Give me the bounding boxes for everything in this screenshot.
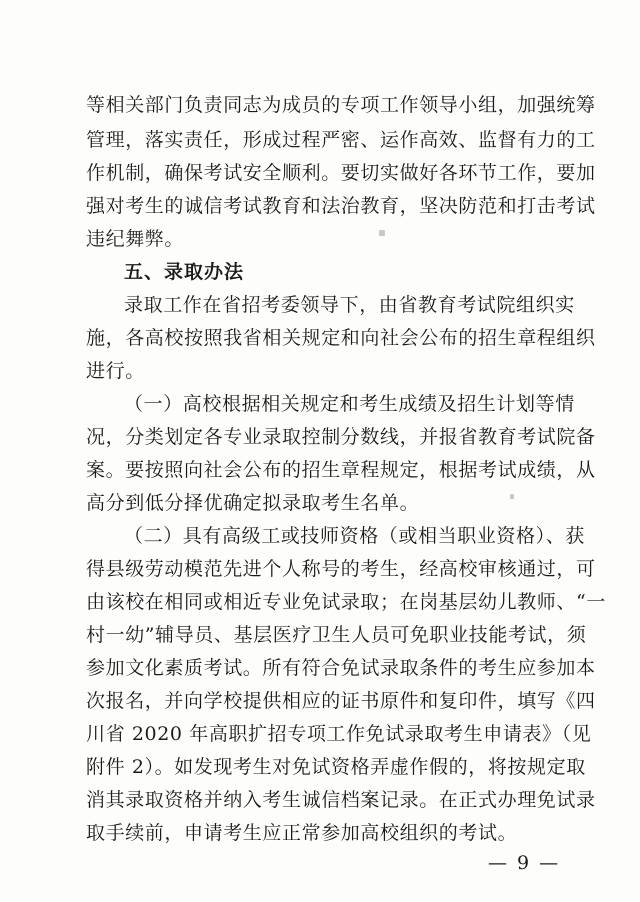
- page-number: — 9 —: [488, 852, 561, 874]
- text-line: 川省 2020 年高职扩招专项工作免试录取考生申请表》（见: [86, 723, 592, 745]
- text-line: 得县级劳动模范先进个人称号的考生，经高校审核通过，可: [86, 558, 596, 580]
- text-line: 作机制，确保考试安全顺利。要切实做好各环节工作，要加: [86, 162, 596, 184]
- text-line: 进行。: [86, 360, 145, 382]
- text-line: 录取工作在省招考委领导下，由省教育考试院组织实: [124, 294, 575, 316]
- text-line: （一）高校根据相关规定和考生成绩及招生计划等情: [124, 393, 575, 415]
- scan-artifact: [510, 494, 514, 499]
- section-heading: 五、录取办法: [124, 261, 245, 283]
- scan-artifact: [379, 230, 385, 236]
- text-line: 强对考生的诚信考试教育和法治教育，坚决防范和打击考试: [86, 195, 596, 217]
- text-line: 村一幼”辅导员、基层医疗卫生人员可免职业技能考试，须: [86, 624, 587, 646]
- text-line: 取手续前，申请考生应正常参加高校组织的考试。: [86, 822, 518, 844]
- text-line: 消其录取资格并纳入考生诚信档案记录。在正式办理免试录: [86, 789, 596, 811]
- text-line: 施，各高校按照我省相关规定和向社会公布的招生章程组织: [86, 327, 596, 349]
- text-line: 违纪舞弊。: [86, 228, 185, 250]
- text-line: （二）具有高级工或技师资格（或相当职业资格）、获: [124, 525, 585, 547]
- text-line: 案。要按照向社会公布的招生章程规定，根据考试成绩，从: [86, 459, 596, 481]
- text-line: 等相关部门负责同志为成员的专项工作领导小组，加强统筹: [86, 94, 596, 116]
- text-line: 况，分类划定各专业录取控制分数线，并报省教育考试院备: [86, 426, 596, 448]
- text-line: 次报名，并向学校提供相应的证书原件和复印件，填写《四: [86, 690, 596, 712]
- text-line: 附件 2）。如发现考生对免试资格弄虚作假的，将按规定取: [86, 756, 586, 778]
- text-line: 由该校在相同或相近专业免试录取；在岗基层幼儿教师、“一: [86, 591, 606, 613]
- text-line: 高分到低分择优确定拟录取考生名单。: [86, 492, 420, 514]
- text-line: 管理，落实责任，形成过程严密、运作高效、监督有力的工: [86, 129, 596, 151]
- text-line: 参加文化素质考试。所有符合免试录取条件的考生应参加本: [86, 657, 596, 679]
